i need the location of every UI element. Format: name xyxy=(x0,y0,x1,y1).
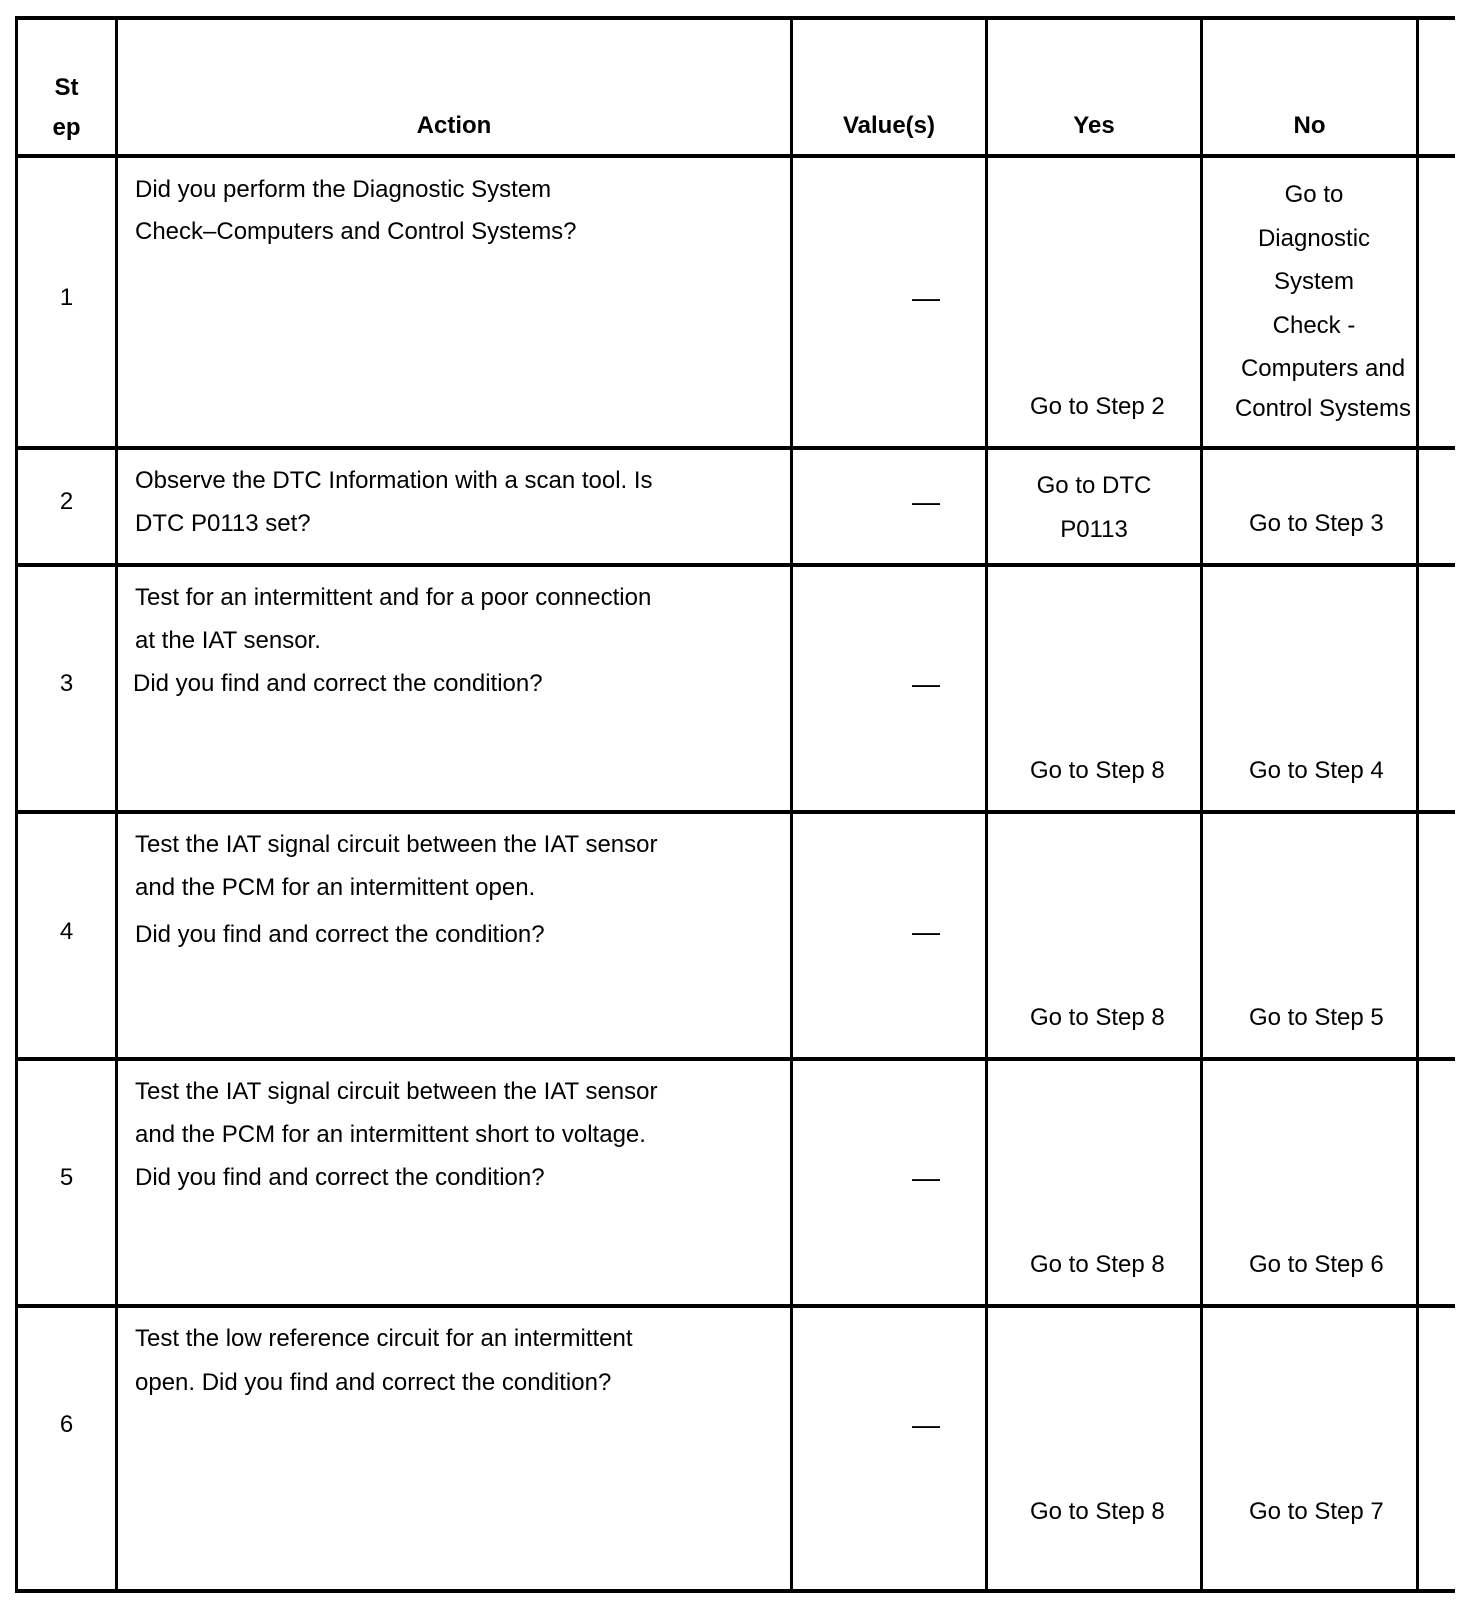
diagnostic-table xyxy=(15,16,1455,1593)
no-cell: Go to Step 4 xyxy=(1249,757,1384,784)
action-text: Test for an intermittent and for a poor connection xyxy=(135,584,652,611)
table-border-bottom xyxy=(15,1589,1455,1593)
step-number: 1 xyxy=(59,284,74,311)
value-cell: — xyxy=(912,668,940,699)
yes-cell: Go to Step 8 xyxy=(1030,1251,1165,1278)
yes-cell: Go to Step 8 xyxy=(1030,757,1165,784)
action-text: and the PCM for an intermittent short to voltage. xyxy=(135,1121,646,1148)
action-text: Did you find and correct the condition? xyxy=(135,921,545,948)
step-number: 4 xyxy=(59,918,74,945)
action-text: Check–Computers and Control Systems? xyxy=(135,218,577,245)
step-number: 5 xyxy=(59,1164,74,1191)
no-cell-line: Diagnostic xyxy=(1257,224,1371,252)
action-text: DTC P0113 set? xyxy=(135,510,311,537)
row-divider xyxy=(15,563,1455,567)
action-text: Did you perform the Diagnostic System xyxy=(135,176,552,203)
value-cell: — xyxy=(912,486,940,517)
table-border-left xyxy=(15,16,18,1593)
column-divider xyxy=(1200,16,1203,1593)
no-cell-line: Check - xyxy=(1272,311,1356,339)
step-number: 2 xyxy=(59,488,74,515)
no-cell-line: System xyxy=(1273,268,1354,295)
row-divider xyxy=(15,810,1455,814)
no-cell xyxy=(1205,173,1423,427)
yes-cell: Go to Step 2 xyxy=(1030,393,1165,420)
action-text: Test the IAT signal circuit between the IAT sensor xyxy=(135,1078,658,1105)
action-text: Test the low reference circuit for an intermittent xyxy=(135,1325,633,1352)
action-text: Observe the DTC Information with a scan tool. Is xyxy=(135,467,653,494)
no-cell: Go to Step 6 xyxy=(1249,1251,1384,1278)
header-step-line2: ep xyxy=(52,114,81,141)
row-divider xyxy=(15,1057,1455,1061)
column-divider xyxy=(985,16,988,1593)
no-cell: Go to Step 7 xyxy=(1249,1498,1384,1525)
header-step-line1: St xyxy=(54,74,79,101)
value-cell: — xyxy=(912,1409,940,1440)
action-text: Did you find and correct the condition? xyxy=(133,670,543,697)
value-cell: — xyxy=(912,282,940,313)
row-divider xyxy=(15,1304,1455,1308)
header-action: Action xyxy=(416,112,492,139)
yes-cell xyxy=(988,464,1200,551)
header-yes: Yes xyxy=(1073,112,1115,139)
action-text: Did you find and correct the condition? xyxy=(135,1164,545,1191)
no-cell-line: Control Systems xyxy=(1234,394,1412,422)
header-divider xyxy=(15,154,1455,158)
yes-cell-line: P0113 xyxy=(1060,515,1128,543)
column-divider xyxy=(115,16,118,1593)
header-step xyxy=(15,68,118,148)
no-cell: Go to Step 5 xyxy=(1249,1004,1384,1031)
action-text: open. Did you find and correct the condition? xyxy=(135,1369,612,1396)
no-cell-line: Go to xyxy=(1284,181,1344,208)
yes-cell: Go to Step 8 xyxy=(1030,1498,1165,1525)
step-number: 3 xyxy=(59,670,74,697)
value-cell: — xyxy=(912,916,940,947)
column-divider xyxy=(790,16,793,1593)
yes-cell: Go to Step 8 xyxy=(1030,1004,1165,1031)
action-text: at the IAT sensor. xyxy=(135,627,321,654)
value-cell: — xyxy=(912,1162,940,1193)
step-number: 6 xyxy=(59,1411,74,1438)
header-values: Value(s) xyxy=(842,112,936,139)
yes-cell-line: Go to DTC xyxy=(1036,472,1152,499)
action-text: and the PCM for an intermittent open. xyxy=(135,874,536,901)
table-border-top xyxy=(15,16,1455,20)
no-cell-line: Computers and xyxy=(1240,355,1406,382)
action-text: Test the IAT signal circuit between the IAT sensor xyxy=(135,831,658,858)
row-divider xyxy=(15,446,1455,450)
header-no: No xyxy=(1293,112,1326,139)
no-cell: Go to Step 3 xyxy=(1249,510,1384,537)
